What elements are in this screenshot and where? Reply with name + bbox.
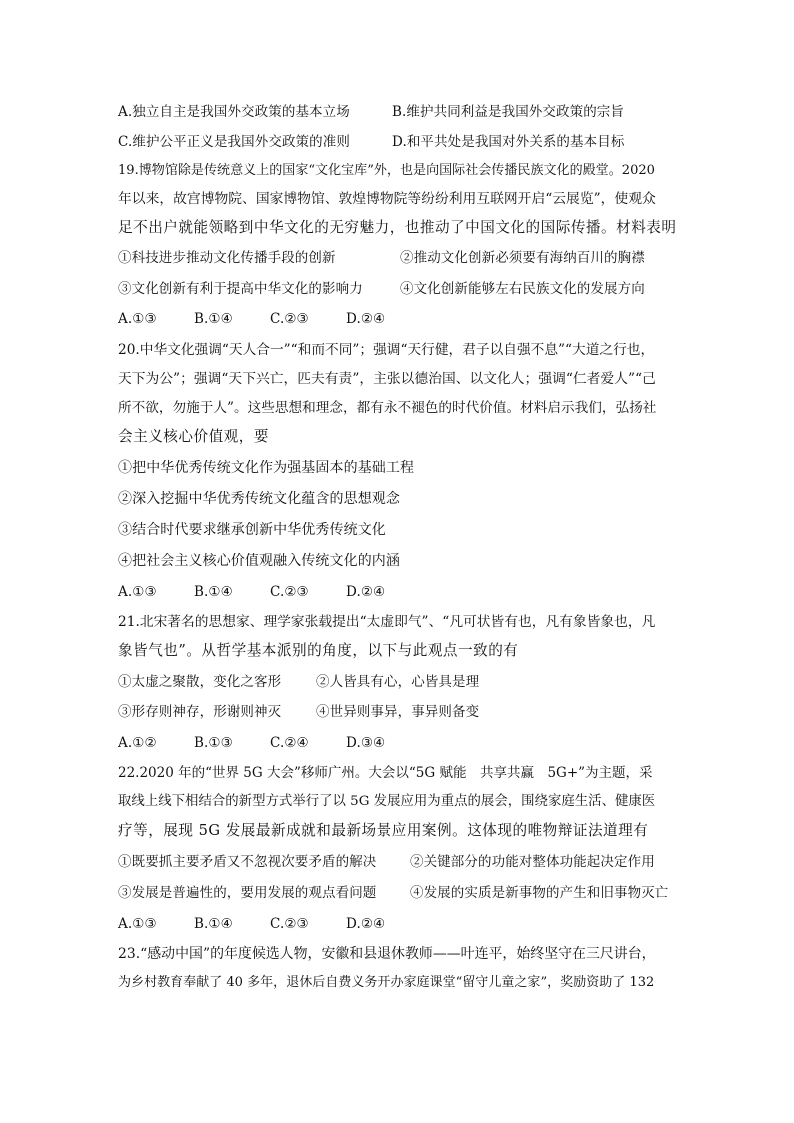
q20-stem-line-1: 20.中华文化强调“天人合一”“和而不同”；强调“天行健，君子以自强不息”“大道之行也， [118, 342, 655, 358]
q20-choice-a[interactable]: A.①③ [118, 584, 157, 600]
q18-option-d[interactable]: D.和平共处是我国对外关系的基本目标 [392, 134, 625, 150]
q23-stem-line-2: 为乡村教育奉献了 40 多年，退休后自费义务开办家庭课堂“留守儿童之家”，奖励资助了 132 [118, 975, 655, 990]
q21-choice-c[interactable]: C.②④ [270, 735, 309, 751]
q20-stem-line-2: 天下为公”；强调“天下兴亡，匹夫有责”，主张以德治国、以文化人；强调“仁者爱人”“己 [118, 371, 656, 387]
q20-choice-d[interactable]: D.②④ [346, 584, 386, 600]
q22-item-3: ③发展是普遍性的，要用发展的观点看问题 [118, 885, 377, 901]
q20-item-2: ②深入挖掘中华优秀传统文化蕴含的思想观念 [118, 491, 400, 507]
q22-stem-line-2: 取线上线下相结合的新型方式举行了以 5G 发展应用为重点的展会，围绕家庭生活、健康医 [118, 794, 656, 809]
q20-choice-c[interactable]: C.②③ [270, 584, 309, 600]
q18-option-b[interactable]: B.维护共同利益是我国外交政策的宗旨 [392, 104, 625, 120]
q22-choice-d[interactable]: D.②④ [346, 916, 386, 932]
q20-item-1: ①把中华优秀传统文化作为强基固本的基础工程 [118, 460, 415, 476]
q21-item-1: ①太虚之聚散，变化之客形 [118, 674, 282, 690]
q19-item-1: ①科技进步推动文化传播手段的创新 [118, 250, 336, 266]
q21-item-3: ③形存则神存，形谢则神灭 [118, 704, 282, 720]
q19-item-4: ④文化创新能够左右民族文化的发展方向 [400, 281, 645, 297]
q21-choice-b[interactable]: B.①③ [194, 735, 233, 751]
q19-choice-d[interactable]: D.②④ [346, 311, 386, 327]
q20-item-4: ④把社会主义核心价值观融入传统文化的内涵 [118, 553, 400, 569]
q19-choice-c[interactable]: C.②③ [270, 311, 309, 327]
q22-choice-c[interactable]: C.②③ [270, 916, 309, 932]
q20-item-3: ③结合时代要求继承创新中华优秀传统文化 [118, 522, 386, 538]
q19-stem-line-1: 19.博物馆除是传统意义上的国家“文化宝库”外，也是向国际社会传播民族文化的殿堂。2020 [118, 163, 655, 178]
q18-option-a[interactable]: A.独立自主是我国外交政策的基本立场 [118, 104, 350, 120]
q19-choice-a[interactable]: A.①③ [118, 311, 157, 327]
q20-choice-b[interactable]: B.①④ [194, 584, 233, 600]
q22-item-2: ②关键部分的功能对整体功能起决定作用 [410, 854, 655, 870]
q19-stem-line-2: 年以来，故宫博物院、国家博物馆、敦煌博物院等纷纷利用互联网开启“云展览”，使观众 [118, 191, 656, 207]
q21-item-4: ④世异则事异，事异则备变 [316, 704, 480, 720]
q21-choice-d[interactable]: D.③④ [346, 735, 386, 751]
q20-stem-line-3: 所不欲，勿施于人”。这些思想和理念，都有永不褪色的时代价值。材料启示我们，弘扬社 [118, 400, 657, 416]
q21-stem-line-1: 21.北宋著名的思想家、理学家张载提出“太虚即气”、“凡可状皆有也，凡有象皆象也，凡 [118, 614, 656, 630]
q19-choice-b[interactable]: B.①④ [194, 311, 233, 327]
q19-item-2: ②推动文化创新必须要有海纳百川的胸襟 [400, 250, 645, 266]
q21-stem-line-2: 象皆气也”。从哲学基本派别的角度，以下与此观点一致的有 [118, 642, 519, 659]
q20-stem-line-4: 会主义核心价值观，要 [118, 428, 269, 445]
q22-item-1: ①既要抓主要矛盾又不忽视次要矛盾的解决 [118, 854, 377, 870]
q19-stem-line-3: 足不出户就能领略到中华文化的无穷魅力，也推动了中国文化的国际传播。材料表明 [118, 219, 677, 236]
q22-stem-line-3: 疗等，展现 5G 发展最新成就和最新场景应用案例。这体现的唯物辩证法道理有 [118, 822, 649, 839]
q21-choice-a[interactable]: A.①② [118, 735, 157, 751]
q22-choice-a[interactable]: A.①③ [118, 916, 157, 932]
q23-stem-line-1: 23.“感动中国”的年度候选人物，安徽和县退休教师——叶连平，始终坚守在三尺讲台， [118, 946, 656, 962]
q22-item-4: ④发展的实质是新事物的产生和旧事物灭亡 [410, 885, 669, 901]
q22-stem-line-1: 22.2020 年的“世界 5G 大会”移师广州。大会以“5G 赋能 共享共赢 5G+”为主题，采 [118, 765, 653, 781]
q19-item-3: ③文化创新有利于提高中华文化的影响力 [118, 281, 363, 297]
q18-option-c[interactable]: C.维护公平正义是我国外交政策的准则 [118, 134, 350, 150]
q22-choice-b[interactable]: B.①④ [194, 916, 233, 932]
q21-item-2: ②人皆具有心，心皆具是理 [316, 674, 480, 690]
